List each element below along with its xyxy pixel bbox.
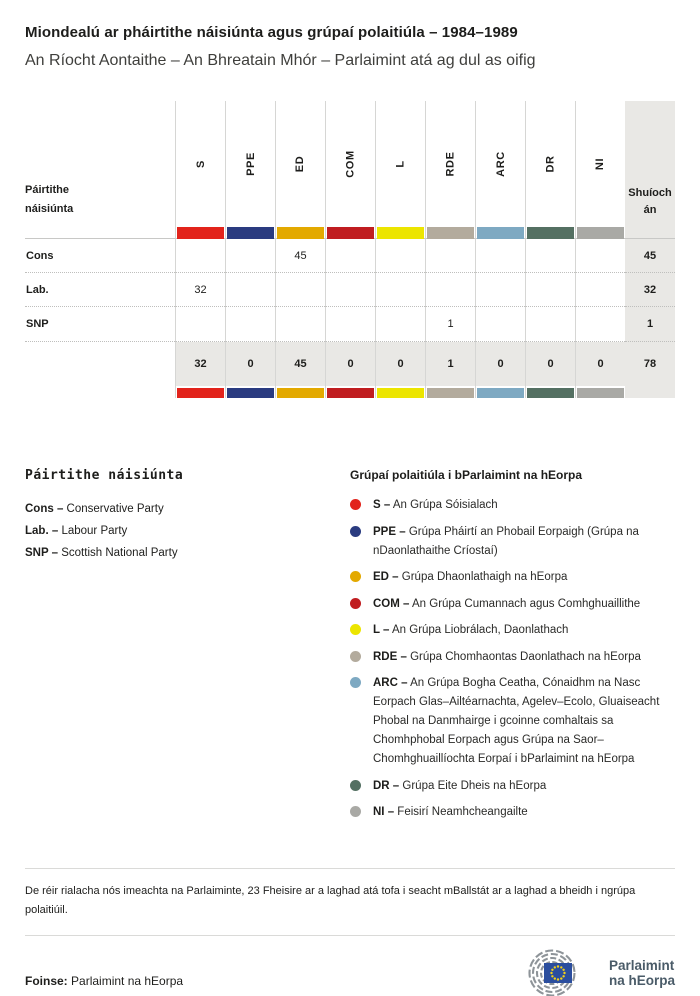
color-dot-icon — [350, 651, 361, 662]
legend-item-ni: NI – Feisirí Neamhcheangailte — [350, 803, 675, 822]
cell-cons-ni — [575, 239, 625, 273]
page-title: Miondealú ar pháirtithe náisiúnta agus grúpaí polaitiúla – 1984–1989 — [25, 24, 518, 41]
source-value: Parlaimint na hEorpa — [71, 973, 184, 988]
cell-cons-rde — [425, 239, 475, 273]
seats-cons: 45 — [625, 239, 675, 273]
total-s: 32 — [175, 342, 225, 386]
cell-snp-arc — [475, 307, 525, 342]
color-dot-icon — [350, 526, 361, 537]
cell-cons-com — [325, 239, 375, 273]
spacer-cell — [25, 386, 175, 398]
cell-lab-arc — [475, 273, 525, 307]
group-color-bar-rde — [427, 388, 474, 398]
total-ppe: 0 — [225, 342, 275, 386]
cell-cons-ppe — [225, 239, 275, 273]
row-label-lab: Lab. — [25, 273, 175, 307]
cell-lab-rde — [425, 273, 475, 307]
total-com: 0 — [325, 342, 375, 386]
color-dot-icon — [350, 806, 361, 817]
footnote-text: De réir rialacha nós imeachta na Parlaiminte, 23 Fheisire ar a laghad atá tofa i seacht mBallstát ar a laghad a bheidh i ngrúpa polaitiúil. — [25, 884, 636, 916]
eu-flag-icon — [544, 963, 572, 983]
group-color-bar-ed — [277, 227, 324, 239]
legend-item-ed: ED – Grúpa Dhaonlathaigh na hEorpa — [350, 568, 675, 587]
group-color-bar-rde — [427, 227, 474, 239]
totals-row-spacer — [25, 342, 175, 386]
national-parties-legend — [25, 468, 350, 830]
political-groups-legend — [350, 468, 675, 830]
cell-snp-s — [175, 307, 225, 342]
color-bar-cell — [525, 227, 575, 239]
cell-cons-arc — [475, 239, 525, 273]
spacer-cell — [25, 227, 175, 239]
legend-item-lab: Lab. – Labour Party — [25, 525, 128, 537]
color-bar-cell — [475, 386, 525, 398]
color-bar-cell — [225, 227, 275, 239]
cell-lab-ppe — [225, 273, 275, 307]
column-header-ppe: PPE — [225, 101, 275, 227]
group-color-bar-ppe — [227, 227, 274, 239]
color-dot-icon — [350, 571, 361, 582]
color-bar-cell — [425, 227, 475, 239]
legend-item-cons: Cons – Conservative Party — [25, 503, 164, 515]
parties-header-label: Páirtithe náisiúnta — [25, 184, 74, 215]
seats-snp: 1 — [625, 307, 675, 342]
color-bar-cell — [525, 386, 575, 398]
column-header-l: L — [375, 101, 425, 227]
color-dot-icon — [350, 677, 361, 688]
total-ni: 0 — [575, 342, 625, 386]
cell-lab-dr — [525, 273, 575, 307]
cell-lab-com — [325, 273, 375, 307]
total-arc: 0 — [475, 342, 525, 386]
legend-item-l: L – An Grúpa Liobrálach, Daonlathach — [350, 621, 675, 640]
group-color-bar-com — [327, 227, 374, 239]
group-color-bar-ni — [577, 388, 624, 398]
footnote-block — [25, 868, 675, 936]
color-bar-cell — [275, 386, 325, 398]
political-groups-legend-title: Grúpaí polaitiúla i bParlaimint na hEorpa — [350, 468, 583, 482]
group-color-bar-s — [177, 388, 224, 398]
column-header-dr: DR — [525, 101, 575, 227]
total-dr: 0 — [525, 342, 575, 386]
source-label: Foinse: — [25, 973, 68, 988]
legend-item-s: S – An Grúpa Sóisialach — [350, 496, 675, 515]
row-label-cons: Cons — [25, 239, 175, 273]
color-bar-cell — [375, 386, 425, 398]
cell-snp-ed — [275, 307, 325, 342]
legend-item-rde: RDE – Grúpa Chomhaontas Daonlathach na hEorpa — [350, 648, 675, 667]
group-color-bar-arc — [477, 227, 524, 239]
color-bar-cell — [375, 227, 425, 239]
group-color-bar-arc — [477, 388, 524, 398]
cell-lab-ed — [275, 273, 325, 307]
color-dot-icon — [350, 598, 361, 609]
legend-item-arc: ARC – An Grúpa Bogha Ceatha, Cónaidhm na Nasc Eorpach Glas–Ailtéarnachta, Agelev–Ecolo, Gluaiseacht Phobal na Danmhairge i gcoinne comhaltais sa Chomhphobal Eorpach agus Grúpa na Saor–Chomhghuaillíochta Eorpaí i bParlaimint na hEorpa — [350, 674, 675, 769]
color-bar-cell — [175, 386, 225, 398]
group-color-bar-l — [377, 227, 424, 239]
legend-section — [25, 468, 675, 830]
total-ed: 45 — [275, 342, 325, 386]
column-header-ed: ED — [275, 101, 325, 227]
group-color-bar-ppe — [227, 388, 274, 398]
group-color-bar-dr — [527, 388, 574, 398]
european-parliament-logo — [504, 950, 675, 996]
national-parties-legend-title: Páirtithe náisiúnta — [25, 468, 184, 483]
legend-item-dr: DR – Grúpa Eite Dheis na hEorpa — [350, 777, 675, 796]
cell-snp-dr — [525, 307, 575, 342]
cell-lab-s: 32 — [175, 273, 225, 307]
color-bar-cell — [175, 227, 225, 239]
group-color-bar-ed — [277, 388, 324, 398]
page-subtitle: An Ríocht Aontaithe – An Bhreatain Mhór – Parlaimint atá ag dul as oifig — [25, 52, 536, 69]
cell-snp-ppe — [225, 307, 275, 342]
color-dot-icon — [350, 624, 361, 635]
parties-groups-table — [25, 101, 675, 398]
color-bar-cell — [575, 227, 625, 239]
seats-header-cell — [625, 101, 675, 227]
cell-cons-s — [175, 239, 225, 273]
color-bar-cell — [325, 386, 375, 398]
cell-snp-rde: 1 — [425, 307, 475, 342]
group-color-bar-dr — [527, 227, 574, 239]
total-rde: 1 — [425, 342, 475, 386]
parties-header-cell — [25, 101, 175, 227]
cell-cons-dr — [525, 239, 575, 273]
color-bar-cell — [575, 386, 625, 398]
source-line — [25, 974, 183, 988]
seats-bar-cell — [625, 386, 675, 398]
cell-lab-l — [375, 273, 425, 307]
seats-lab: 32 — [625, 273, 675, 307]
color-bar-cell — [225, 386, 275, 398]
color-bar-cell — [275, 227, 325, 239]
cell-snp-ni — [575, 307, 625, 342]
total-l: 0 — [375, 342, 425, 386]
logo-text: Parlaimint na hEorpa — [608, 957, 675, 988]
column-header-ni: NI — [575, 101, 625, 227]
cell-cons-l — [375, 239, 425, 273]
row-label-snp: SNP — [25, 307, 175, 342]
seats-bar-cell — [625, 227, 675, 239]
group-color-bar-l — [377, 388, 424, 398]
legend-item-com: COM – An Grúpa Cumannach agus Comhghuaillithe — [350, 595, 675, 614]
cell-snp-com — [325, 307, 375, 342]
cell-snp-l — [375, 307, 425, 342]
column-header-arc: ARC — [475, 101, 525, 227]
color-bar-cell — [475, 227, 525, 239]
group-color-bar-s — [177, 227, 224, 239]
hemicycle-icon — [504, 950, 600, 996]
cell-lab-ni — [575, 273, 625, 307]
column-header-com: COM — [325, 101, 375, 227]
legend-item-snp: SNP – Scottish National Party — [25, 547, 178, 559]
color-bar-cell — [325, 227, 375, 239]
seats-header-label: Shuíochán — [628, 187, 672, 216]
column-header-rde: RDE — [425, 101, 475, 227]
color-bar-cell — [425, 386, 475, 398]
page-footer — [25, 950, 675, 996]
color-dot-icon — [350, 499, 361, 510]
total-seats: 78 — [625, 342, 675, 386]
group-color-bar-com — [327, 388, 374, 398]
group-color-bar-ni — [577, 227, 624, 239]
legend-item-ppe: PPE – Grúpa Pháirtí an Phobail Eorpaigh (Grúpa na nDaonlathaithe Críostaí) — [350, 523, 675, 561]
cell-cons-ed: 45 — [275, 239, 325, 273]
color-dot-icon — [350, 780, 361, 791]
column-header-s: S — [175, 101, 225, 227]
